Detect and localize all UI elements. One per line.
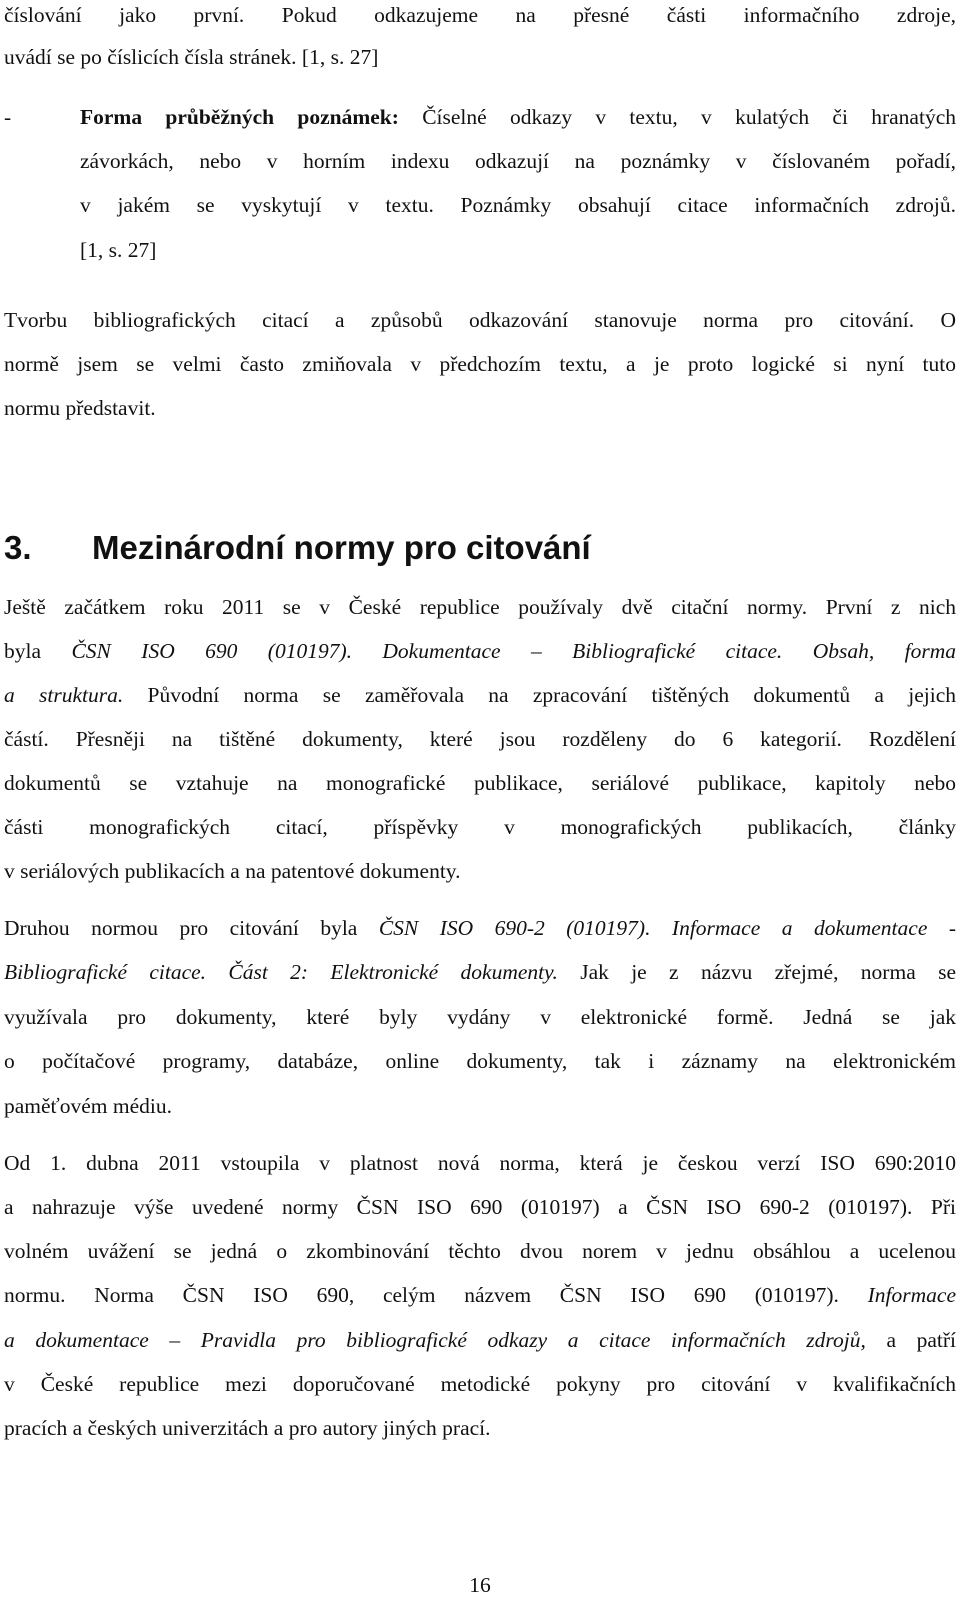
text-run: Původní norma se zaměřovala na zpracování tištěných dokumentů a jejich (123, 683, 956, 707)
section-heading (4, 526, 591, 570)
text-line: uvádí se po číslicích čísla stránek. [1, s. 27] (4, 45, 379, 69)
text-line (4, 1325, 956, 1355)
italic-citation: Bibliografické citace. Část 2: Elektronické dokumenty. (4, 960, 558, 984)
text-line: normu představit. (4, 396, 156, 420)
text-run: a patří (865, 1328, 956, 1352)
text-line (4, 957, 956, 987)
page-number: 16 (469, 1573, 491, 1597)
text-run: Jak je z názvu zřejmé, norma se (557, 960, 956, 984)
italic-citation: Informace (867, 1283, 956, 1307)
list-item-line: [1, s. 27] (80, 238, 157, 262)
text-line: pracích a českých univerzitách a pro autory jiných prací. (4, 1416, 491, 1440)
text-line: paměťovém médiu. (4, 1094, 173, 1118)
text-line: dokumentů se vztahuje na monografické publikace, seriálové publikace, kapitoly nebo (4, 771, 956, 795)
text-line: o počítačové programy, databáze, online dokumenty, tak i záznamy na elektronickém (4, 1049, 956, 1073)
text-line: částí. Přesněji na tištěné dokumenty, které jsou rozděleny do 6 kategorií. Rozdělení (4, 727, 956, 751)
text-line: Tvorbu bibliografických citací a způsobů odkazování stanovuje norma pro citování. O (4, 308, 956, 332)
italic-citation: a struktura. (4, 683, 124, 707)
list-item-line: závorkách, nebo v horním indexu odkazují na poznámky v číslovaném pořadí, (80, 149, 956, 173)
list-item-line (80, 102, 956, 132)
italic-citation: ČSN ISO 690-2 (010197). Informace a dokumentace - (378, 916, 956, 940)
text-line: části monografických citací, příspěvky v monografických publikacích, články (4, 815, 956, 839)
text-line: normě jsem se velmi často zmiňovala v předchozím textu, a je proto logické si nyní tuto (4, 352, 956, 376)
text-line (4, 680, 956, 710)
text-run: Druhou normou pro citování byla (4, 916, 379, 940)
text-line: a nahrazuje výše uvedené normy ČSN ISO 690 (010197) a ČSN ISO 690-2 (010197). Při (4, 1195, 956, 1219)
text-line: Ještě začátkem roku 2011 se v České republice používaly dvě citační normy. První z nich (4, 595, 956, 619)
text-run: byla (4, 639, 72, 663)
text-line: volném uvážení se jedná o zkombinování těchto dvou norem v jednu obsáhlou a ucelenou (4, 1239, 956, 1263)
section-title: Mezinárodní normy pro citování (92, 529, 591, 566)
list-dash: - (4, 105, 12, 129)
italic-citation: a dokumentace – Pravidla pro bibliografické odkazy a citace informačních zdrojů, (4, 1328, 866, 1352)
text-run: normu. Norma ČSN ISO 690, celým názvem ČSN ISO 690 (010197). (4, 1283, 868, 1307)
text-line: Od 1. dubna 2011 vstoupila v platnost nová norma, která je českou verzí ISO 690:2010 (4, 1151, 956, 1175)
text-line: číslování jako první. Pokud odkazujeme na přesné části informačního zdroje, (4, 3, 956, 27)
list-item-label: Forma průběžných poznámek: (80, 105, 399, 129)
italic-citation: ČSN ISO 690 (010197). Dokumentace – Bibliografické citace. Obsah, forma (71, 639, 956, 663)
text-line: využívala pro dokumenty, které byly vydány v elektronické formě. Jedná se jak (4, 1005, 956, 1029)
text-line: v České republice mezi doporučované metodické pokyny pro citování v kvalifikačních (4, 1372, 956, 1396)
text-line: v seriálových publikacích a na patentové dokumenty. (4, 859, 461, 883)
text-line (4, 1280, 956, 1310)
text-line (4, 913, 956, 943)
list-item-line: v jakém se vyskytují v textu. Poznámky obsahují citace informačních zdrojů. (80, 193, 956, 217)
text-line (4, 636, 956, 666)
section-number: 3. (4, 529, 32, 566)
text-run: Číselné odkazy v textu, v kulatých či hranatých (398, 105, 956, 129)
